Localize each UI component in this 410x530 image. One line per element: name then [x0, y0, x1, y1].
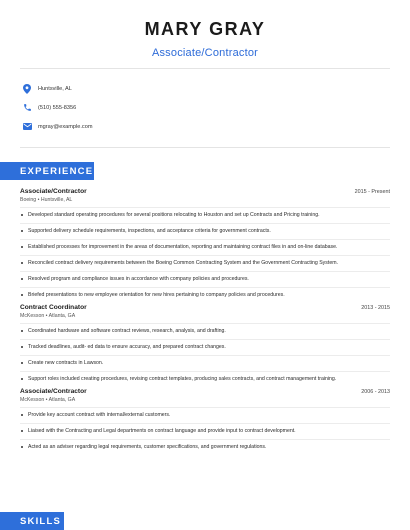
- bullet-divider: [20, 355, 390, 356]
- email-icon: [22, 122, 32, 132]
- candidate-role: Associate/Contractor: [151, 47, 259, 59]
- contact-divider: [20, 147, 390, 148]
- job-title: Associate/Contractor: [20, 188, 87, 195]
- job-entry: [20, 304, 390, 383]
- job-company: McKesson • Atlanta, GA: [20, 397, 76, 403]
- job-bullets: [20, 211, 390, 219]
- contact-phone: [22, 98, 93, 117]
- bullet-divider: [20, 339, 390, 340]
- job-bullets: [20, 259, 390, 267]
- job-dates: 2006 - 2013: [361, 389, 390, 395]
- contact-email: [22, 117, 93, 136]
- email-text[interactable]: mgray@example.com: [38, 123, 93, 130]
- job-bullets: [20, 411, 390, 419]
- list-item: Resolved program and compliance issues in accordance with company policies and procedures.: [20, 275, 390, 283]
- bullet-divider: [20, 223, 390, 224]
- experience-section-header: EXPERIENCE: [0, 162, 94, 180]
- list-item: Create new contracts in Lawson.: [20, 359, 390, 367]
- bullet-divider: [20, 323, 390, 324]
- job-bullets: [20, 427, 390, 435]
- job-dates: 2013 - 2015: [361, 305, 390, 311]
- experience-list: [20, 188, 390, 451]
- contact-list: [22, 79, 93, 136]
- bullet-divider: [20, 207, 390, 208]
- bullet-divider: [20, 287, 390, 288]
- job-company: Boeing • Huntsville, AL: [20, 197, 73, 203]
- list-item: Coordinated hardware and software contract reviews, research, analysis, and drafting.: [20, 327, 390, 335]
- job-bullets: [20, 375, 390, 383]
- location-text: Huntsville, AL: [38, 85, 72, 92]
- bullet-divider: [20, 271, 390, 272]
- job-dates: 2015 - Present: [354, 189, 390, 195]
- header-divider: [20, 68, 390, 69]
- job-bullets: [20, 291, 390, 299]
- bullet-divider: [20, 239, 390, 240]
- phone-icon: [22, 103, 32, 113]
- list-item: Briefed presentations to new employee orientation for new hires pertaining to company policies and procedures.: [20, 291, 390, 299]
- bullet-divider: [20, 439, 390, 440]
- resume-header: [0, 0, 410, 59]
- job-entry: [20, 188, 390, 299]
- job-bullets: [20, 243, 390, 251]
- phone-text: (510) 555-8356: [38, 104, 77, 111]
- skills-section-header: SKILLS: [0, 512, 64, 530]
- job-bullets: [20, 227, 390, 235]
- job-company: McKesson • Atlanta, GA: [20, 313, 76, 319]
- job-bullets: [20, 275, 390, 283]
- list-item: Acted as an adviser regarding legal requirements, customer specifications, and government regulations.: [20, 443, 390, 451]
- bullet-divider: [20, 371, 390, 372]
- job-bullets: [20, 327, 390, 335]
- bullet-divider: [20, 407, 390, 408]
- bullet-divider: [20, 255, 390, 256]
- candidate-name: MARY GRAY: [144, 19, 266, 39]
- job-title: Contract Coordinator: [20, 304, 87, 311]
- bullet-divider: [20, 423, 390, 424]
- job-bullets: [20, 343, 390, 351]
- list-item: Reconciled contract delivery requirements between the Boeing Common Contracting System and the Government Contracting System.: [20, 259, 390, 267]
- job-bullets: [20, 443, 390, 451]
- job-bullets: [20, 359, 390, 367]
- job-title: Associate/Contractor: [20, 388, 87, 395]
- contact-location: [22, 79, 93, 98]
- list-item: Tracked deadlines, audit- ed data to ensure accuracy, and prepared contract changes.: [20, 343, 390, 351]
- list-item: Support roles included creating procedures, revising contract templates, producing sales contracts, and contract management training.: [20, 375, 390, 383]
- job-entry: [20, 388, 390, 451]
- list-item: Provide key account contract with internal/external customers.: [20, 411, 390, 419]
- list-item: Established processes for improvement in the areas of documentation, reporting and maintaining contract files in and on-line database.: [20, 243, 390, 251]
- list-item: Developed standard operating procedures for several positions relocating to Houston and set up Contracts and Pricing training.: [20, 211, 390, 219]
- list-item: Supported delivery schedule requirements, inspections, and acceptance criteria for government contracts.: [20, 227, 390, 235]
- location-pin-icon: [22, 84, 32, 94]
- list-item: Liaised with the Contracting and Legal departments on contract language and provide input to contract development.: [20, 427, 390, 435]
